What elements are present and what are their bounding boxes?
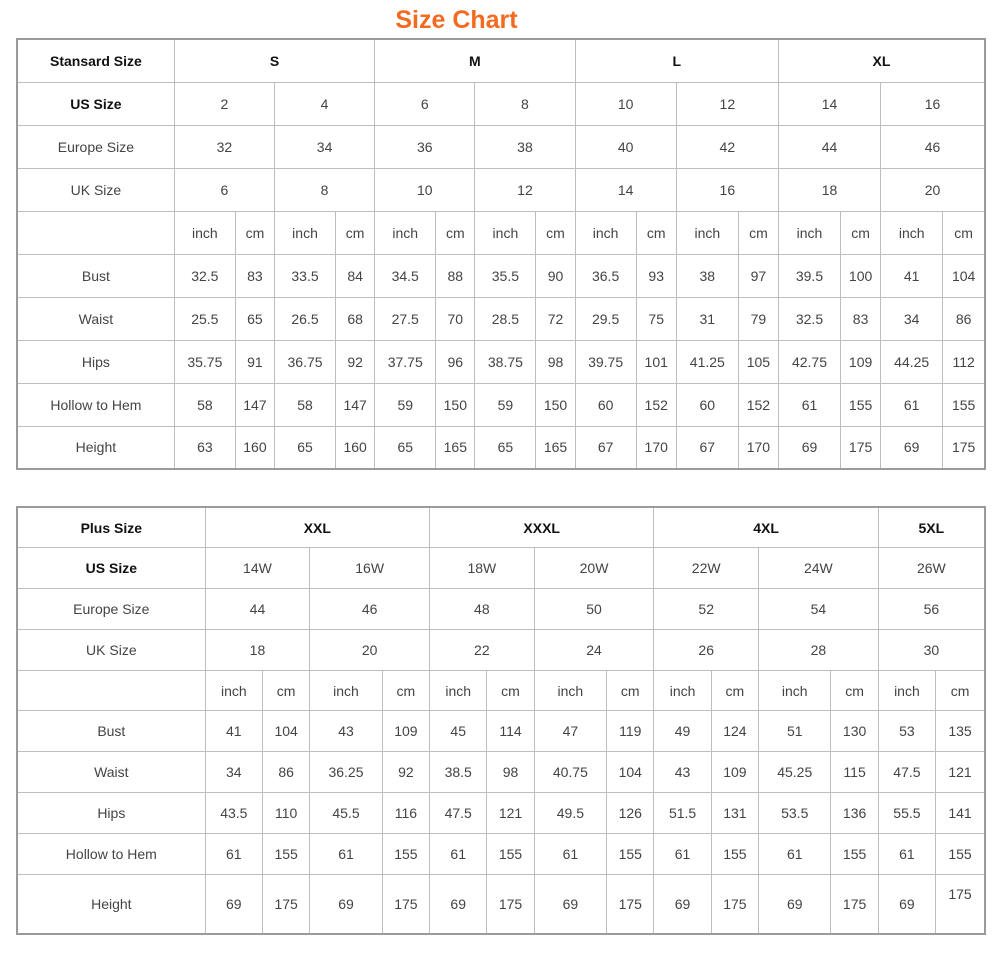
us-size-value: 4 bbox=[274, 82, 374, 125]
measurement-cm-value: 98 bbox=[487, 752, 534, 793]
uk-size-value: 6 bbox=[174, 168, 274, 211]
uk-size-label: UK Size bbox=[17, 168, 174, 211]
unit-inch: inch bbox=[878, 670, 935, 711]
measurement-label: Waist bbox=[17, 752, 205, 793]
measurement-inch-value: 59 bbox=[375, 383, 436, 426]
europe-size-value: 34 bbox=[274, 125, 374, 168]
standard-size-table bbox=[16, 38, 986, 470]
measurement-cm-value: 100 bbox=[841, 254, 881, 297]
europe-size-row bbox=[17, 589, 985, 630]
europe-size-value: 56 bbox=[878, 589, 985, 630]
unit-inch: inch bbox=[475, 211, 536, 254]
measurement-inch-value: 43 bbox=[310, 711, 382, 752]
measurement-cm-value: 84 bbox=[336, 254, 375, 297]
size-m: M bbox=[375, 39, 575, 82]
measurement-inch-value: 61 bbox=[654, 833, 711, 874]
measurement-cm-value: 72 bbox=[536, 297, 575, 340]
europe-size-value: 40 bbox=[575, 125, 676, 168]
measurement-cm-value: 98 bbox=[536, 340, 575, 383]
measurement-cm-value: 152 bbox=[738, 383, 778, 426]
unit-cm: cm bbox=[636, 211, 676, 254]
us-size-value: 20W bbox=[534, 548, 654, 589]
measurement-cm-value: 91 bbox=[235, 340, 274, 383]
measurement-inch-value: 32.5 bbox=[778, 297, 840, 340]
header-label: Stansard Size bbox=[17, 39, 174, 82]
size-xl: XL bbox=[778, 39, 985, 82]
uk-size-value: 30 bbox=[878, 629, 985, 670]
measurement-label: Height bbox=[17, 426, 174, 469]
measurement-cm-value: 165 bbox=[436, 426, 475, 469]
measurement-inch-value: 36.5 bbox=[575, 254, 636, 297]
measurement-row bbox=[17, 297, 985, 340]
measurement-cm-value: 97 bbox=[738, 254, 778, 297]
measurement-inch-value: 61 bbox=[310, 833, 382, 874]
unit-row bbox=[17, 211, 985, 254]
measurement-cm-value: 165 bbox=[536, 426, 575, 469]
unit-cm: cm bbox=[607, 670, 654, 711]
measurement-inch-value: 51 bbox=[759, 711, 831, 752]
unit-cm: cm bbox=[841, 211, 881, 254]
measurement-inch-value: 36.25 bbox=[310, 752, 382, 793]
measurement-inch-value: 53.5 bbox=[759, 793, 831, 834]
measurement-cm-value: 175 bbox=[943, 426, 985, 469]
measurement-inch-value: 41.25 bbox=[676, 340, 738, 383]
measurement-inch-value: 69 bbox=[759, 874, 831, 934]
measurement-inch-value: 43 bbox=[654, 752, 711, 793]
measurement-inch-value: 34.5 bbox=[375, 254, 436, 297]
unit-inch: inch bbox=[654, 670, 711, 711]
us-size-label: US Size bbox=[17, 548, 205, 589]
measurement-inch-value: 69 bbox=[654, 874, 711, 934]
measurement-cm-value: 175 bbox=[607, 874, 654, 934]
us-size-value: 16W bbox=[310, 548, 430, 589]
measurement-cm-value: 105 bbox=[738, 340, 778, 383]
europe-size-value: 38 bbox=[475, 125, 575, 168]
uk-size-value: 18 bbox=[205, 629, 310, 670]
uk-size-value: 18 bbox=[778, 168, 880, 211]
measurement-inch-value: 34 bbox=[881, 297, 943, 340]
measurement-cm-value: 83 bbox=[235, 254, 274, 297]
measurement-cm-value: 155 bbox=[262, 833, 309, 874]
europe-size-value: 32 bbox=[174, 125, 274, 168]
measurement-inch-value: 35.5 bbox=[475, 254, 536, 297]
measurement-inch-value: 60 bbox=[575, 383, 636, 426]
measurement-inch-value: 55.5 bbox=[878, 793, 935, 834]
unit-inch: inch bbox=[881, 211, 943, 254]
unit-row-blank bbox=[17, 211, 174, 254]
us-size-value: 6 bbox=[375, 82, 475, 125]
unit-cm: cm bbox=[487, 670, 534, 711]
measurement-inch-value: 29.5 bbox=[575, 297, 636, 340]
us-size-value: 26W bbox=[878, 548, 985, 589]
unit-inch: inch bbox=[676, 211, 738, 254]
measurement-cm-value: 104 bbox=[943, 254, 985, 297]
measurement-cm-value: 160 bbox=[336, 426, 375, 469]
us-size-value: 14W bbox=[205, 548, 310, 589]
plus-measurements bbox=[17, 711, 985, 934]
measurement-cm-value: 93 bbox=[636, 254, 676, 297]
uk-size-value: 24 bbox=[534, 629, 654, 670]
measurement-inch-value: 45.25 bbox=[759, 752, 831, 793]
us-size-value: 8 bbox=[475, 82, 575, 125]
measurement-inch-value: 61 bbox=[778, 383, 840, 426]
measurement-row bbox=[17, 833, 985, 874]
measurement-row bbox=[17, 254, 985, 297]
measurement-cm-value: 147 bbox=[336, 383, 375, 426]
uk-size-value: 20 bbox=[881, 168, 985, 211]
unit-cm: cm bbox=[235, 211, 274, 254]
unit-cm: cm bbox=[436, 211, 475, 254]
unit-cm: cm bbox=[831, 670, 878, 711]
uk-size-value: 14 bbox=[575, 168, 676, 211]
measurement-inch-value: 69 bbox=[310, 874, 382, 934]
measurement-inch-value: 27.5 bbox=[375, 297, 436, 340]
size-l: L bbox=[575, 39, 778, 82]
measurement-inch-value: 60 bbox=[676, 383, 738, 426]
measurement-cm-value: 75 bbox=[636, 297, 676, 340]
measurement-inch-value: 69 bbox=[430, 874, 487, 934]
measurement-inch-value: 39.75 bbox=[575, 340, 636, 383]
unit-inch: inch bbox=[310, 670, 382, 711]
measurement-cm-value: 141 bbox=[936, 793, 985, 834]
measurement-inch-value: 59 bbox=[475, 383, 536, 426]
uk-size-value: 28 bbox=[759, 629, 879, 670]
measurement-inch-value: 35.75 bbox=[174, 340, 235, 383]
measurement-cm-value: 114 bbox=[487, 711, 534, 752]
measurement-cm-value: 86 bbox=[262, 752, 309, 793]
measurement-inch-value: 44.25 bbox=[881, 340, 943, 383]
unit-inch: inch bbox=[759, 670, 831, 711]
measurement-cm-value: 175 bbox=[262, 874, 309, 934]
measurement-cm-value: 155 bbox=[382, 833, 429, 874]
europe-size-value: 48 bbox=[430, 589, 535, 630]
measurement-cm-value: 109 bbox=[711, 752, 758, 793]
plus-size-table bbox=[16, 506, 986, 935]
measurement-cm-value: 115 bbox=[831, 752, 878, 793]
europe-size-value: 36 bbox=[375, 125, 475, 168]
size-5xl: 5XL bbox=[878, 507, 985, 548]
measurement-cm-value: 175 bbox=[487, 874, 534, 934]
measurement-cm-value: 155 bbox=[831, 833, 878, 874]
europe-size-value: 44 bbox=[205, 589, 310, 630]
measurement-cm-value: 136 bbox=[831, 793, 878, 834]
unit-inch: inch bbox=[575, 211, 636, 254]
measurement-cm-value bbox=[936, 874, 985, 934]
us-size-row bbox=[17, 548, 985, 589]
europe-size-value: 52 bbox=[654, 589, 759, 630]
measurement-inch-value: 28.5 bbox=[475, 297, 536, 340]
measurement-inch-value: 41 bbox=[881, 254, 943, 297]
measurement-cm-value: 131 bbox=[711, 793, 758, 834]
us-size-value: 12 bbox=[676, 82, 778, 125]
measurement-inch-value: 25.5 bbox=[174, 297, 235, 340]
measurement-cm-value: 86 bbox=[943, 297, 985, 340]
measurement-cm-value: 112 bbox=[943, 340, 985, 383]
measurement-cm-value: 92 bbox=[382, 752, 429, 793]
uk-size-value: 12 bbox=[475, 168, 575, 211]
europe-size-row bbox=[17, 125, 985, 168]
measurement-cm-value: 110 bbox=[262, 793, 309, 834]
measurement-label: Bust bbox=[17, 711, 205, 752]
measurement-row bbox=[17, 340, 985, 383]
measurement-cm-value: 109 bbox=[841, 340, 881, 383]
measurement-inch-value: 67 bbox=[575, 426, 636, 469]
measurement-cm-value: 79 bbox=[738, 297, 778, 340]
measurement-row bbox=[17, 426, 985, 469]
measurement-inch-value: 58 bbox=[174, 383, 235, 426]
measurement-cm-value: 121 bbox=[936, 752, 985, 793]
measurement-inch-value: 61 bbox=[878, 833, 935, 874]
measurement-cm-value: 135 bbox=[936, 711, 985, 752]
us-size-label: US Size bbox=[17, 82, 174, 125]
measurement-cm-value: 96 bbox=[436, 340, 475, 383]
measurement-inch-value: 38 bbox=[676, 254, 738, 297]
europe-size-value: 44 bbox=[778, 125, 880, 168]
measurement-cm-value: 150 bbox=[536, 383, 575, 426]
europe-size-label: Europe Size bbox=[17, 589, 205, 630]
us-size-value: 16 bbox=[881, 82, 985, 125]
measurement-cm-value: 175 bbox=[831, 874, 878, 934]
measurement-label: Height bbox=[17, 874, 205, 934]
measurement-cm-value: 175 bbox=[841, 426, 881, 469]
unit-inch: inch bbox=[375, 211, 436, 254]
measurement-label: Hips bbox=[17, 793, 205, 834]
unit-cm: cm bbox=[711, 670, 758, 711]
unit-row-blank bbox=[17, 670, 205, 711]
measurement-cm-value: 121 bbox=[487, 793, 534, 834]
measurement-inch-value: 47 bbox=[534, 711, 606, 752]
measurement-cm-value: 116 bbox=[382, 793, 429, 834]
measurement-row bbox=[17, 752, 985, 793]
unit-cm: cm bbox=[336, 211, 375, 254]
measurement-cm-value: 152 bbox=[636, 383, 676, 426]
unit-inch: inch bbox=[205, 670, 262, 711]
measurement-cm-value: 104 bbox=[262, 711, 309, 752]
measurement-row bbox=[17, 874, 985, 934]
measurement-inch-value: 61 bbox=[205, 833, 262, 874]
measurement-inch-value: 39.5 bbox=[778, 254, 840, 297]
europe-size-value: 54 bbox=[759, 589, 879, 630]
measurement-inch-value: 41 bbox=[205, 711, 262, 752]
size-header-row bbox=[17, 39, 985, 82]
uk-size-value: 20 bbox=[310, 629, 430, 670]
measurement-inch-value: 61 bbox=[759, 833, 831, 874]
measurement-inch-value: 38.5 bbox=[430, 752, 487, 793]
measurement-label: Hips bbox=[17, 340, 174, 383]
measurement-cm-value: 126 bbox=[607, 793, 654, 834]
uk-size-value: 22 bbox=[430, 629, 535, 670]
unit-cm: cm bbox=[936, 670, 985, 711]
measurement-cm-value: 119 bbox=[607, 711, 654, 752]
us-size-row bbox=[17, 82, 985, 125]
measurement-cm-value: 130 bbox=[831, 711, 878, 752]
unit-cm: cm bbox=[943, 211, 985, 254]
measurement-inch-value: 40.75 bbox=[534, 752, 606, 793]
measurement-inch-value: 53 bbox=[878, 711, 935, 752]
measurement-inch-value: 26.5 bbox=[274, 297, 335, 340]
measurement-label: Hollow to Hem bbox=[17, 833, 205, 874]
measurement-cm-value: 83 bbox=[841, 297, 881, 340]
measurement-inch-value: 37.75 bbox=[375, 340, 436, 383]
measurement-inch-value: 31 bbox=[676, 297, 738, 340]
unit-cm: cm bbox=[382, 670, 429, 711]
measurement-cm-value: 155 bbox=[841, 383, 881, 426]
size-header-row bbox=[17, 507, 985, 548]
measurement-inch-value: 34 bbox=[205, 752, 262, 793]
uk-size-value: 26 bbox=[654, 629, 759, 670]
measurement-row bbox=[17, 793, 985, 834]
measurement-cm-value: 170 bbox=[636, 426, 676, 469]
uk-size-label: UK Size bbox=[17, 629, 205, 670]
measurement-cm-value: 155 bbox=[711, 833, 758, 874]
uk-size-row bbox=[17, 168, 985, 211]
measurement-cm-value: 65 bbox=[235, 297, 274, 340]
measurement-cm-value: 104 bbox=[607, 752, 654, 793]
measurement-inch-value: 43.5 bbox=[205, 793, 262, 834]
measurement-inch-value: 47.5 bbox=[430, 793, 487, 834]
unit-inch: inch bbox=[534, 670, 606, 711]
measurement-inch-value: 45 bbox=[430, 711, 487, 752]
page-title: Size Chart bbox=[395, 6, 518, 34]
measurement-cm-value: 150 bbox=[436, 383, 475, 426]
europe-size-label: Europe Size bbox=[17, 125, 174, 168]
measurement-inch-value: 32.5 bbox=[174, 254, 235, 297]
measurement-inch-value: 51.5 bbox=[654, 793, 711, 834]
uk-size-value: 10 bbox=[375, 168, 475, 211]
measurement-cm-value: 175 bbox=[711, 874, 758, 934]
unit-inch: inch bbox=[430, 670, 487, 711]
measurement-row bbox=[17, 383, 985, 426]
measurement-cm-value: 70 bbox=[436, 297, 475, 340]
size-xxxl: XXXL bbox=[430, 507, 654, 548]
unit-inch: inch bbox=[778, 211, 840, 254]
europe-size-value: 50 bbox=[534, 589, 654, 630]
measurement-cm-value: 90 bbox=[536, 254, 575, 297]
measurement-inch-value: 36.75 bbox=[274, 340, 335, 383]
measurement-cm-value: 155 bbox=[487, 833, 534, 874]
measurement-inch-value: 65 bbox=[274, 426, 335, 469]
measurement-cm-value: 155 bbox=[943, 383, 985, 426]
measurement-inch-value: 33.5 bbox=[274, 254, 335, 297]
measurement-inch-value: 63 bbox=[174, 426, 235, 469]
measurement-inch-value: 61 bbox=[430, 833, 487, 874]
uk-size-value: 8 bbox=[274, 168, 374, 211]
measurement-row bbox=[17, 711, 985, 752]
unit-cm: cm bbox=[536, 211, 575, 254]
measurement-inch-value: 61 bbox=[881, 383, 943, 426]
unit-inch: inch bbox=[274, 211, 335, 254]
europe-size-value: 42 bbox=[676, 125, 778, 168]
unit-cm: cm bbox=[262, 670, 309, 711]
measurement-cm-value: 92 bbox=[336, 340, 375, 383]
size-s: S bbox=[174, 39, 374, 82]
measurement-inch-value: 38.75 bbox=[475, 340, 536, 383]
measurement-inch-value: 69 bbox=[534, 874, 606, 934]
measurement-cm-value: 175 bbox=[382, 874, 429, 934]
measurement-inch-value: 65 bbox=[475, 426, 536, 469]
unit-row bbox=[17, 670, 985, 711]
measurement-cm-value: 160 bbox=[235, 426, 274, 469]
measurement-inch-value: 58 bbox=[274, 383, 335, 426]
europe-size-value: 46 bbox=[881, 125, 985, 168]
measurement-inch-value: 49 bbox=[654, 711, 711, 752]
size-4xl: 4XL bbox=[654, 507, 878, 548]
europe-size-value: 46 bbox=[310, 589, 430, 630]
measurement-inch-value: 69 bbox=[205, 874, 262, 934]
measurement-inch-value: 67 bbox=[676, 426, 738, 469]
unit-inch: inch bbox=[174, 211, 235, 254]
uk-size-row bbox=[17, 629, 985, 670]
us-size-value: 18W bbox=[430, 548, 535, 589]
us-size-value: 14 bbox=[778, 82, 880, 125]
measurement-inch-value: 61 bbox=[534, 833, 606, 874]
measurement-cm-value: 101 bbox=[636, 340, 676, 383]
measurement-cm-value: 155 bbox=[607, 833, 654, 874]
measurement-inch-value: 47.5 bbox=[878, 752, 935, 793]
measurement-label: Bust bbox=[17, 254, 174, 297]
measurement-inch-value: 42.75 bbox=[778, 340, 840, 383]
measurement-cm-value: 109 bbox=[382, 711, 429, 752]
us-size-value: 24W bbox=[759, 548, 879, 589]
size-xxl: XXL bbox=[205, 507, 429, 548]
measurement-label: Waist bbox=[17, 297, 174, 340]
measurement-cm-value: 147 bbox=[235, 383, 274, 426]
uk-size-value: 16 bbox=[676, 168, 778, 211]
standard-measurements bbox=[17, 254, 985, 469]
measurement-label: Hollow to Hem bbox=[17, 383, 174, 426]
us-size-value: 22W bbox=[654, 548, 759, 589]
measurement-inch-value: 65 bbox=[375, 426, 436, 469]
measurement-inch-value: 69 bbox=[778, 426, 840, 469]
measurement-cm-value: 170 bbox=[738, 426, 778, 469]
measurement-cm-value: 124 bbox=[711, 711, 758, 752]
us-size-value: 10 bbox=[575, 82, 676, 125]
unit-cm: cm bbox=[738, 211, 778, 254]
measurement-inch-value: 49.5 bbox=[534, 793, 606, 834]
measurement-inch-value: 45.5 bbox=[310, 793, 382, 834]
measurement-cm-value: 68 bbox=[336, 297, 375, 340]
measurement-cm-value: 155 bbox=[936, 833, 985, 874]
us-size-value: 2 bbox=[174, 82, 274, 125]
header-label: Plus Size bbox=[17, 507, 205, 548]
measurement-cm-text: 175 bbox=[948, 885, 972, 902]
measurement-inch-value: 69 bbox=[881, 426, 943, 469]
measurement-inch-value: 69 bbox=[878, 874, 935, 934]
measurement-cm-value: 88 bbox=[436, 254, 475, 297]
